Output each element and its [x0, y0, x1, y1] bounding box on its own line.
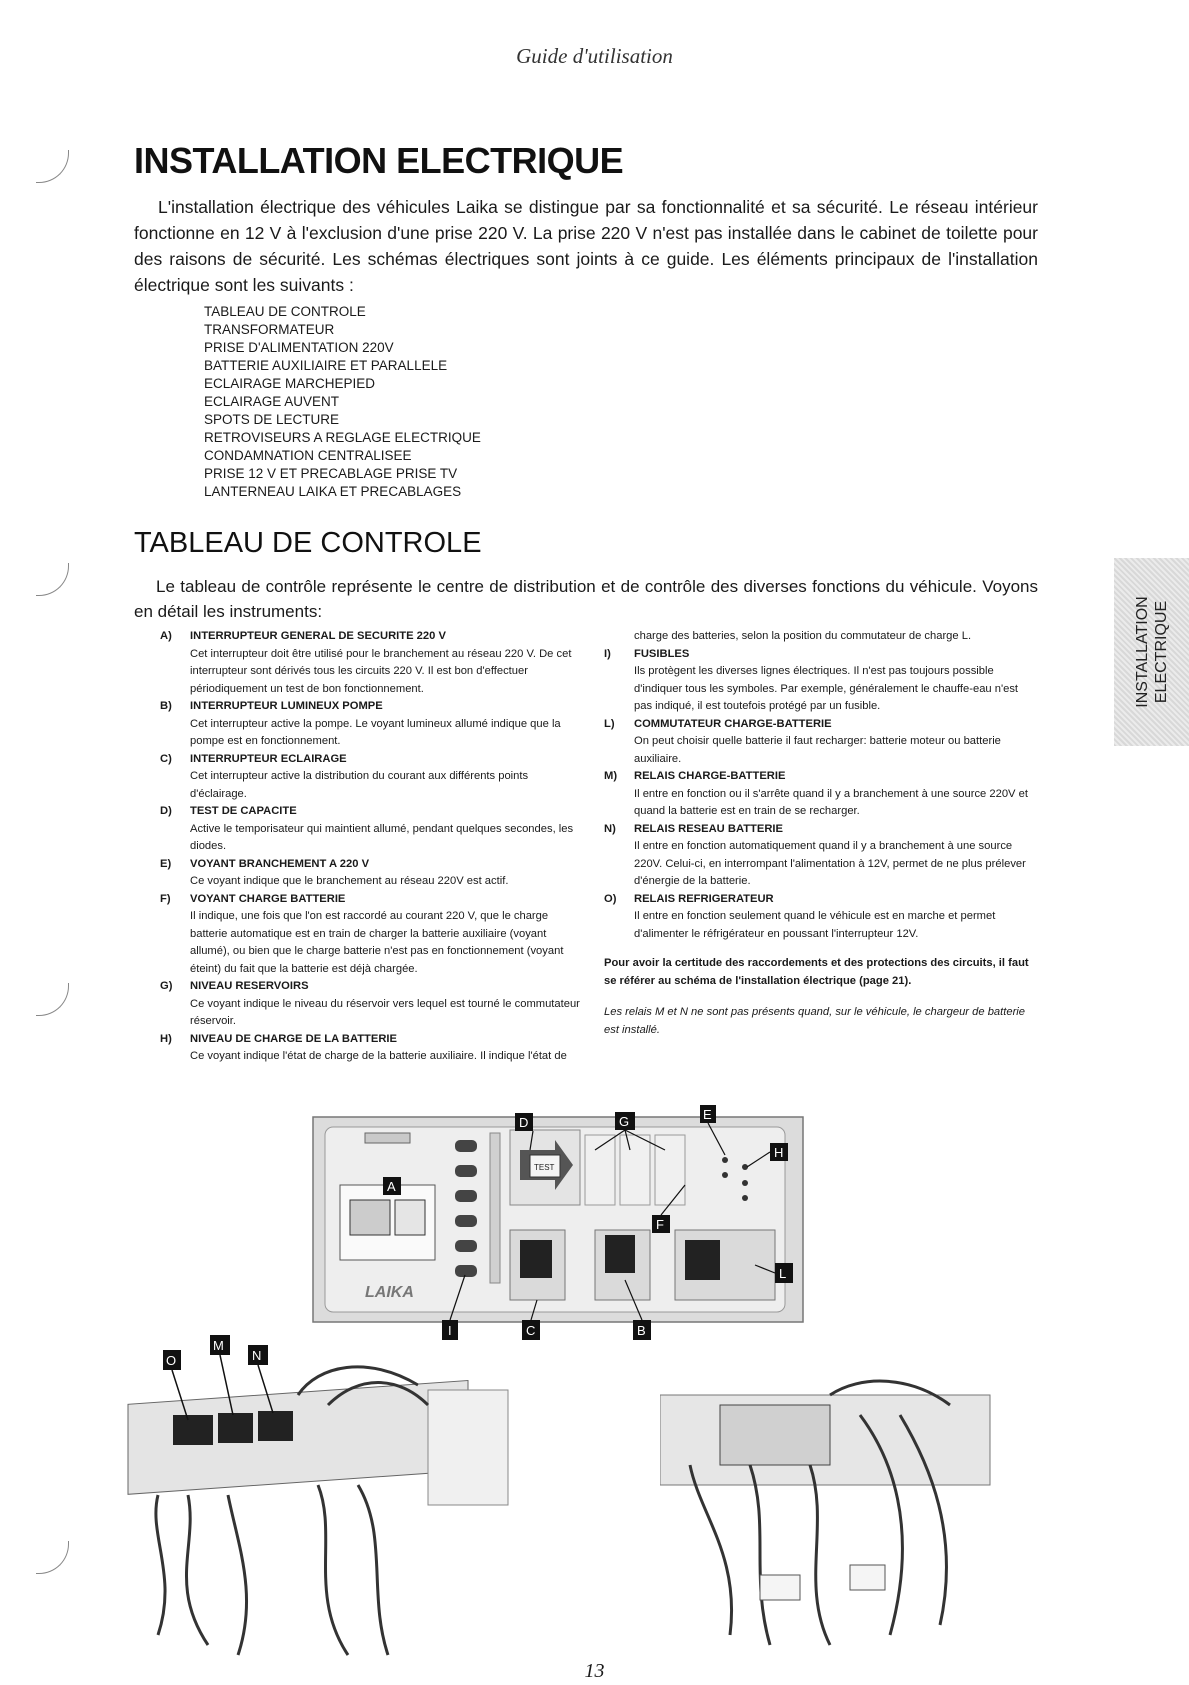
- item-heading: RELAIS REFRIGERATEUR: [634, 892, 774, 905]
- callout-l: [775, 1263, 793, 1283]
- callout-g: [615, 1112, 635, 1130]
- item-body: Cet interrupteur active la distribution du courant aux différents points d'éclairage.: [190, 770, 529, 800]
- margin-mark-4: [36, 1541, 69, 1574]
- list-item: BATTERIE AUXILIAIRE ET PARALLELE: [204, 358, 448, 373]
- item-heading: RELAIS RESEAU BATTERIE: [634, 822, 783, 835]
- callout-a: [383, 1177, 401, 1195]
- page-header: Guide d'utilisation: [516, 44, 673, 68]
- list-item: ECLAIRAGE AUVENT: [204, 394, 340, 409]
- item-letter: L): [604, 717, 615, 730]
- page-title: INSTALLATION ELECTRIQUE: [134, 140, 624, 181]
- item-body: Active le temporisateur qui maintient allumé, pendant quelques secondes, les diodes.: [190, 822, 574, 852]
- item-l: [604, 716, 1034, 769]
- item-d: [160, 803, 586, 856]
- item-letter: M): [604, 770, 618, 782]
- item-body: Ce voyant indique que le branchement au réseau 220V est actif.: [190, 875, 509, 887]
- control-panel-photo: [305, 1105, 815, 1345]
- item-heading: NIVEAU RESERVOIRS: [190, 980, 309, 992]
- item-body: Ce voyant indique le niveau du réservoir vers lequel est tourné le commutateur réservoir.: [190, 997, 580, 1027]
- right-column: [604, 628, 1034, 1039]
- item-f: [160, 891, 586, 979]
- item-h: [160, 1031, 586, 1066]
- callout-n: [248, 1345, 268, 1365]
- callout-e: [700, 1105, 716, 1123]
- callout-e-label: E: [703, 1107, 712, 1122]
- callout-o: [163, 1350, 181, 1370]
- side-tab-line1: INSTALLATION: [1133, 596, 1151, 708]
- callout-f: [652, 1215, 670, 1233]
- wiring-harness-photo: [660, 1375, 1000, 1655]
- item-i: [604, 646, 1034, 716]
- callout-b-label: B: [637, 1323, 646, 1338]
- callout-m-label: M: [213, 1338, 224, 1353]
- item-body: Ce voyant indique l'état de charge de la batterie auxiliaire. Il indique l'état de: [190, 1050, 567, 1062]
- item-heading: NIVEAU DE CHARGE DE LA BATTERIE: [190, 1032, 397, 1045]
- list-item: LANTERNEAU LAIKA ET PRECABLAGES: [204, 484, 462, 499]
- list-item: PRISE 12 V ET PRECABLAGE PRISE TV: [204, 466, 458, 481]
- item-m: [604, 768, 1034, 821]
- item-heading: COMMUTATEUR CHARGE-BATTERIE: [634, 717, 832, 730]
- list-item: SPOTS DE LECTURE: [204, 412, 340, 427]
- callout-n-label: N: [252, 1348, 262, 1363]
- item-body: Il entre en fonction ou il s'arrête quand il y a branchement à une source 220V et quand la batterie est en train de se recharger.: [634, 787, 1028, 817]
- callout-d-label: D: [519, 1115, 529, 1130]
- left-column: [160, 628, 586, 1066]
- item-body: Il entre en fonction seulement quand le véhicule est en marche et permet d'alimenter le réfrigérateur en poussant l'interrupteur 12V.: [634, 910, 996, 940]
- item-o: [604, 891, 1034, 944]
- margin-mark-3: [36, 983, 69, 1016]
- list-item: PRISE D'ALIMENTATION 220V: [204, 340, 394, 355]
- item-letter: O): [604, 892, 617, 905]
- item-heading: VOYANT CHARGE BATTERIE: [190, 892, 346, 905]
- callout-m: [210, 1335, 230, 1355]
- test-label: TEST: [534, 1163, 555, 1172]
- list-item: TRANSFORMATEUR: [204, 322, 335, 337]
- item-a: [160, 628, 586, 698]
- item-body: Il indique, une fois que l'on est raccordé au courant 220 V, que le charge batterie automatique est en train de charger la batterie auxiliaire (voyant allumé), ou bien que le charge batterie n'est pas en fonctionnement (voyant éteint) du fait que la batterie est déjà chargée.: [190, 910, 564, 975]
- item-letter: G): [160, 980, 173, 992]
- callout-h-label: H: [774, 1145, 784, 1160]
- callout-c-label: C: [526, 1323, 536, 1338]
- list-item: ECLAIRAGE MARCHEPIED: [204, 376, 376, 391]
- item-body: Ils protègent les diverses lignes électriques. Il n'est pas toujours possible d'indiquer tous les symboles. Par exemple, généralement le chauffe-eau n'est pas indiqué, il est toutefois protégé par un fusible.: [634, 665, 1019, 712]
- item-letter: H): [160, 1032, 172, 1045]
- callout-a-label: A: [387, 1179, 396, 1194]
- item-b: [160, 698, 586, 751]
- callout-f-label: F: [656, 1217, 664, 1232]
- item-letter: E): [160, 857, 172, 870]
- item-e: [160, 856, 586, 891]
- callout-i-label: I: [448, 1323, 452, 1338]
- item-heading: INTERRUPTEUR LUMINEUX POMPE: [190, 700, 383, 712]
- callout-g-label: G: [619, 1114, 630, 1129]
- item-body: Cet interrupteur doit être utilisé pour le branchement au réseau 220 V. De cet interrupteur sont dérivés tous les circuits 220 V. Il est bon d'effectuer périodiquement un test de bon fonctionnement.: [190, 647, 572, 695]
- callout-o-label: O: [166, 1353, 177, 1368]
- callout-l-label: L: [779, 1266, 787, 1281]
- relay-board-photo: [118, 1335, 538, 1665]
- item-letter: B): [160, 700, 172, 712]
- item-letter: N): [604, 822, 616, 835]
- item-body: On peut choisir quelle batterie il faut recharger: batterie moteur ou batterie auxiliaire.: [634, 735, 1001, 765]
- section-title: TABLEAU DE CONTROLE: [134, 527, 482, 559]
- item-letter: I): [604, 647, 611, 660]
- side-tab: [1114, 558, 1189, 746]
- item-heading: VOYANT BRANCHEMENT A 220 V: [190, 857, 370, 870]
- margin-mark-1: [36, 150, 69, 183]
- section-intro: Le tableau de contrôle représente le centre de distribution et de contrôle des diverses fonctions du véhicule. Voyons en détail les instruments:: [134, 577, 1038, 621]
- side-tab-label: [1133, 596, 1171, 707]
- list-item: TABLEAU DE CONTROLE: [204, 304, 366, 319]
- relay-note: Les relais M et N ne sont pas présents quand, sur le véhicule, le chargeur de batterie est installé.: [604, 1006, 1026, 1036]
- item-heading: TEST DE CAPACITE: [190, 805, 297, 817]
- list-item: RETROVISEURS A REGLAGE ELECTRIQUE: [204, 430, 481, 445]
- item-letter: F): [160, 892, 171, 905]
- item-h-continuation: charge des batteries, selon la position du commutateur de charge L.: [634, 630, 972, 642]
- item-heading: INTERRUPTEUR GENERAL DE SECURITE 220 V: [190, 630, 446, 642]
- callout-h: [770, 1143, 788, 1161]
- panel-brand-label: LAIKA: [365, 1284, 414, 1301]
- reference-note: Pour avoir la certitude des raccordements et des protections des circuits, il faut se référer au schéma de l'installation électrique (page 21).: [604, 957, 1029, 987]
- item-heading: RELAIS CHARGE-BATTERIE: [634, 770, 786, 782]
- item-n: [604, 821, 1034, 891]
- side-tab-line2: ELECTRIQUE: [1152, 600, 1170, 704]
- item-body: Cet interrupteur active la pompe. Le voyant lumineux allumé indique que la pompe est en fonctionnement.: [190, 717, 561, 747]
- components-list: [204, 303, 481, 501]
- margin-mark-2: [36, 563, 69, 596]
- item-letter: C): [160, 752, 172, 765]
- item-body: Il entre en fonction automatiquement quand il y a branchement à une source 220V. Celui-ci, en interrompant l'alimentation à 12V, permet de ne plus prélever d'énergie de la batterie.: [634, 840, 1026, 887]
- intro-paragraph: L'installation électrique des véhicules Laika se distingue par sa fonctionnalité et sa sécurité. Le réseau intérieur fonctionne en 12 V à l'exclusion d'une prise 220 V. La prise 220 V n'est pas installée dans le cabinet de toilette pour des raisons de sécurité. Les schémas électriques sont joints à ce guide. Les éléments principaux de l'installation électrique sont les suivants :: [134, 197, 1038, 295]
- callout-d: [515, 1113, 533, 1131]
- item-heading: INTERRUPTEUR ECLAIRAGE: [190, 752, 347, 765]
- item-letter: A): [160, 630, 172, 642]
- item-letter: D): [160, 805, 172, 817]
- item-heading: FUSIBLES: [634, 647, 690, 660]
- item-c: [160, 751, 586, 804]
- list-item: CONDAMNATION CENTRALISEE: [204, 448, 412, 463]
- item-g: [160, 978, 586, 1031]
- page-number: 13: [584, 1660, 605, 1682]
- callout-b: [633, 1320, 651, 1340]
